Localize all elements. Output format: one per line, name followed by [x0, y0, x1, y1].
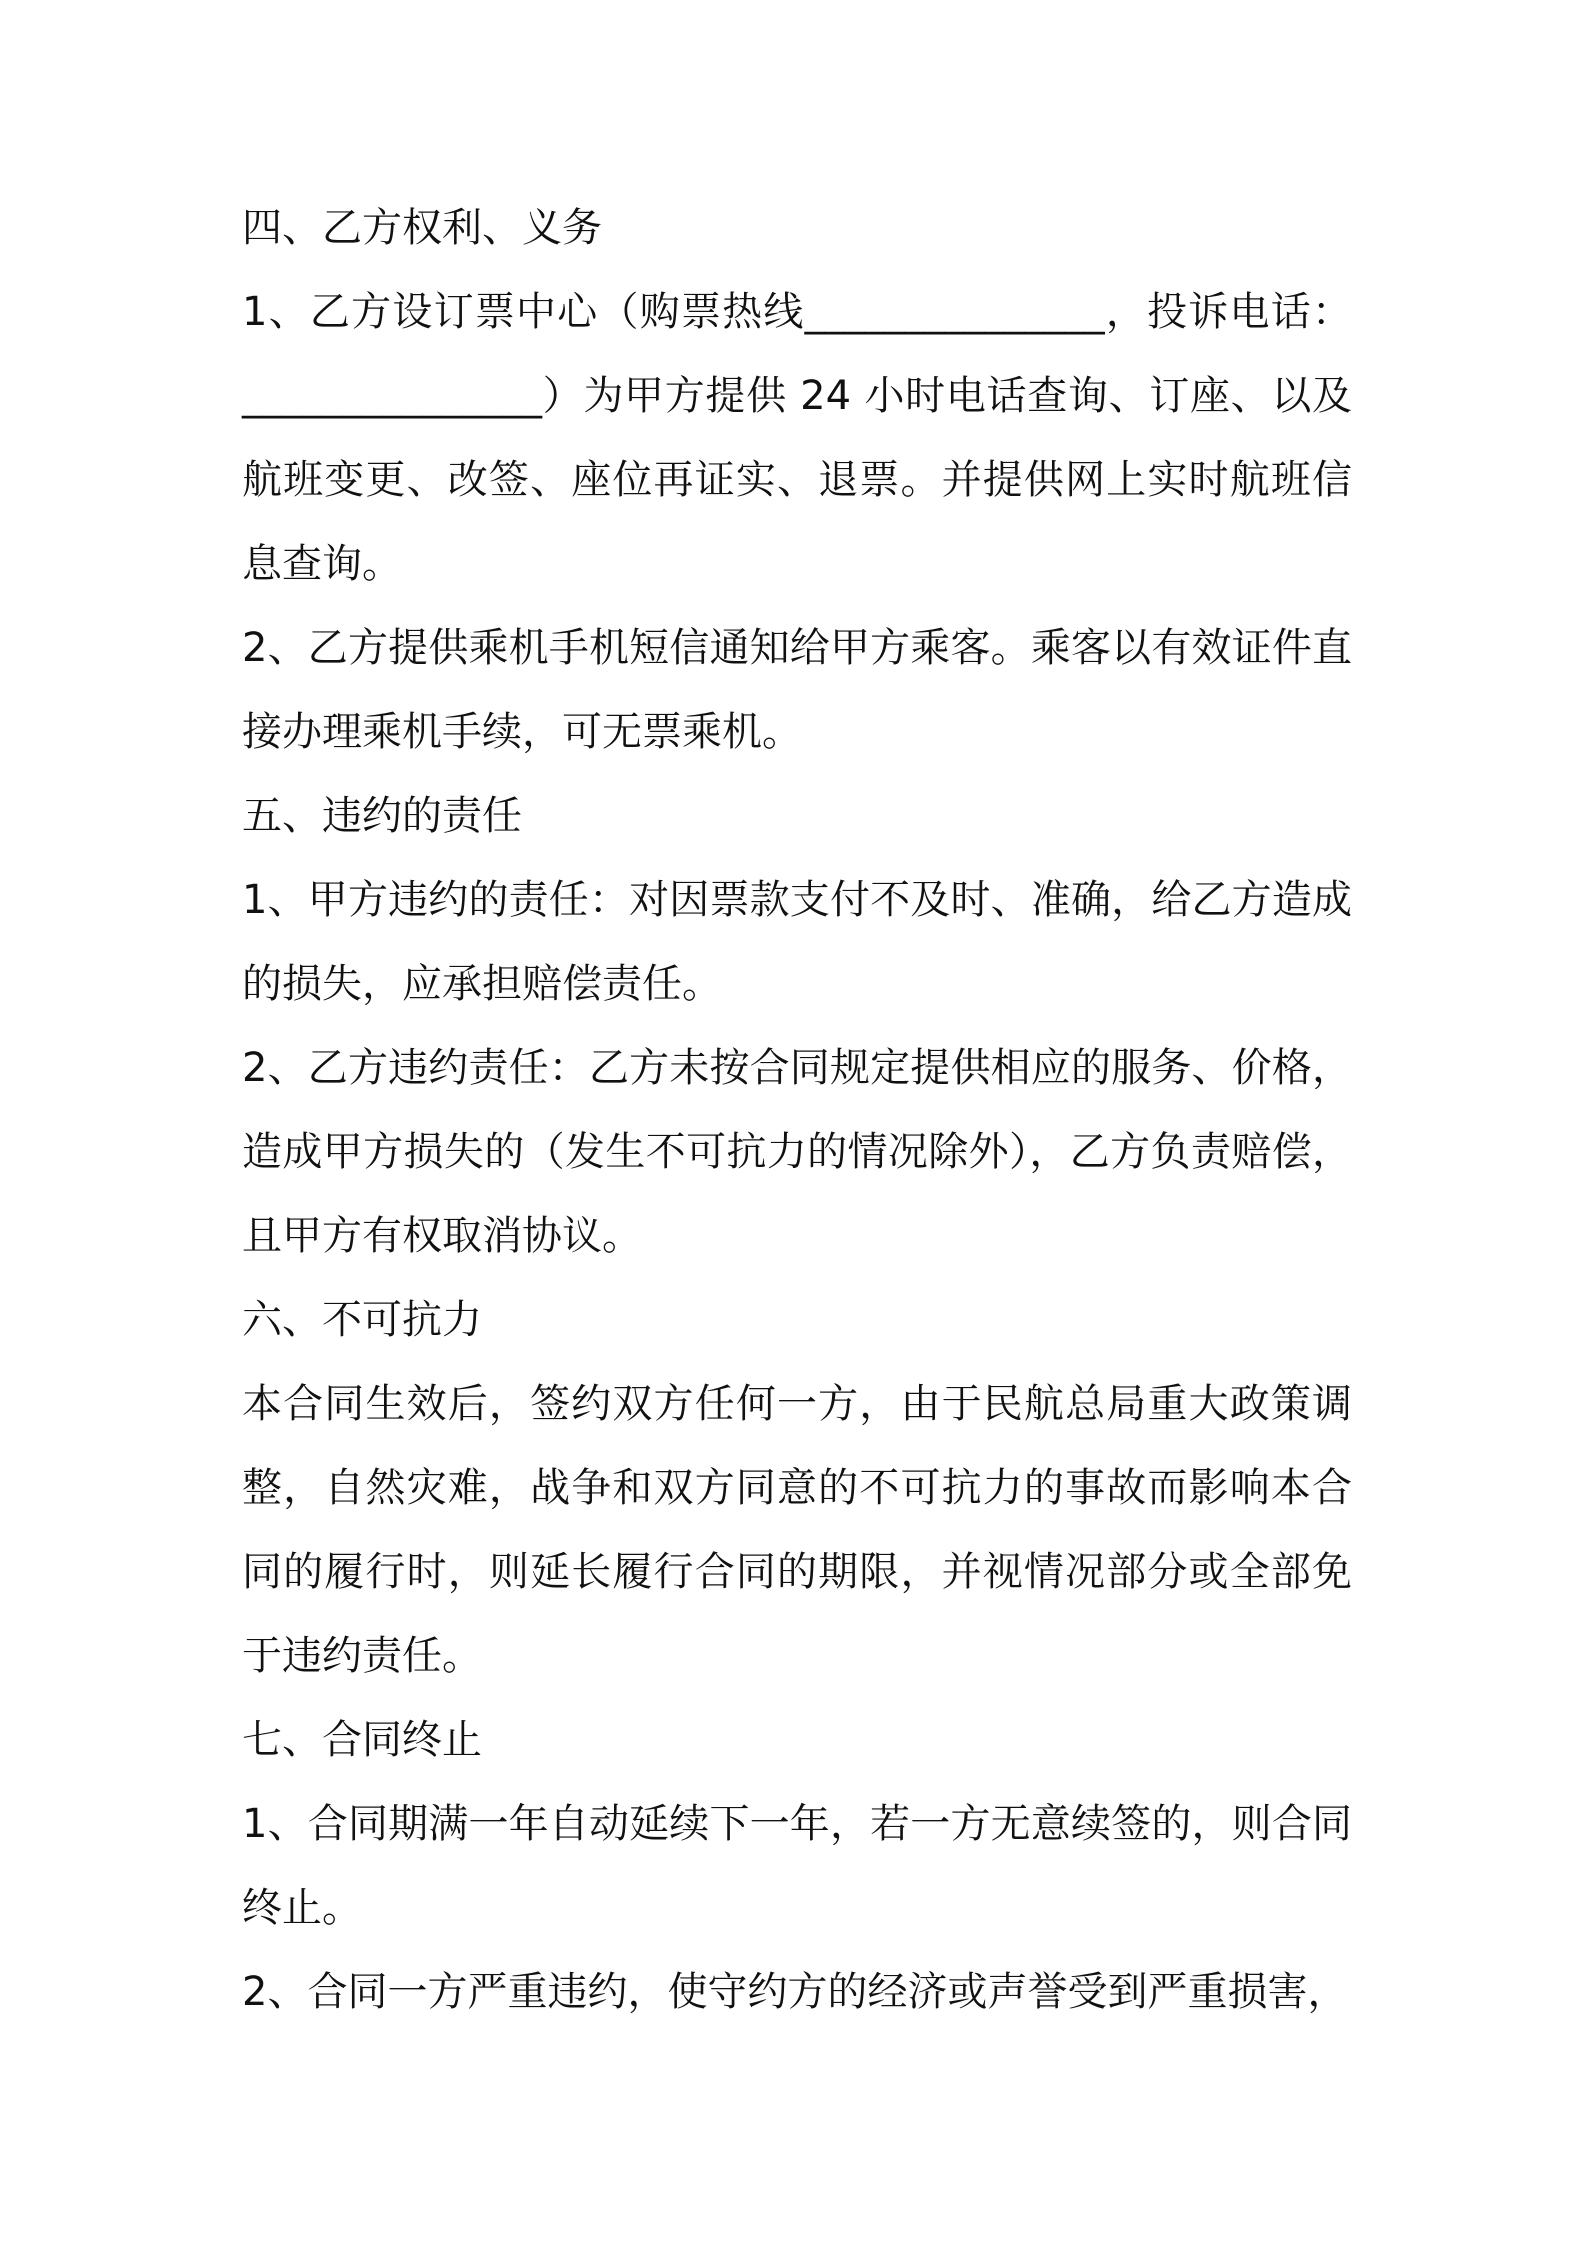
clause-serious-breach: 2、合同一方严重违约，使守约方的经济或声誉受到严重损害，	[242, 1969, 1348, 2015]
section-heading-termination: 七、合同终止	[242, 1717, 482, 1763]
section-heading-breach-liability: 五、违约的责任	[242, 793, 522, 839]
section-heading-force-majeure: 六、不可抗力	[242, 1297, 482, 1343]
clause-force-majeure: 本合同生效后，签约双方任何一方，由于民航总局重大政策调整，自然灾难，战争和双方同意的不可抗力的事故而影响本合同的履行时，则延长履行合同的期限，并视情况部分或全部免于违约责任。	[242, 1381, 1352, 1679]
clause-party-a-breach: 1、甲方违约的责任：对因票款支付不及时、准确，给乙方造成的损失，应承担赔偿责任。	[242, 877, 1352, 1007]
section-heading-party-b-rights: 四、乙方权利、义务	[242, 205, 602, 251]
clause-auto-renewal: 1、合同期满一年自动延续下一年，若一方无意续签的，则合同终止。	[242, 1801, 1352, 1931]
clause-sms-notification: 2、乙方提供乘机手机短信通知给甲方乘客。乘客以有效证件直接办理乘机手续，可无票乘机。	[242, 625, 1352, 755]
document-page	[242, 186, 1352, 2034]
clause-ticket-center: 1、乙方设订票中心（购票热线_______________，投诉电话：_______________）为甲方提供 24 小时电话查询、订座、以及航班变更、改签、座位再证实、退票。并提供网上实时航班信息查询。	[242, 289, 1352, 587]
clause-party-b-breach: 2、乙方违约责任：乙方未按合同规定提供相应的服务、价格，造成甲方损失的（发生不可抗力的情况除外），乙方负责赔偿，且甲方有权取消协议。	[242, 1045, 1352, 1259]
